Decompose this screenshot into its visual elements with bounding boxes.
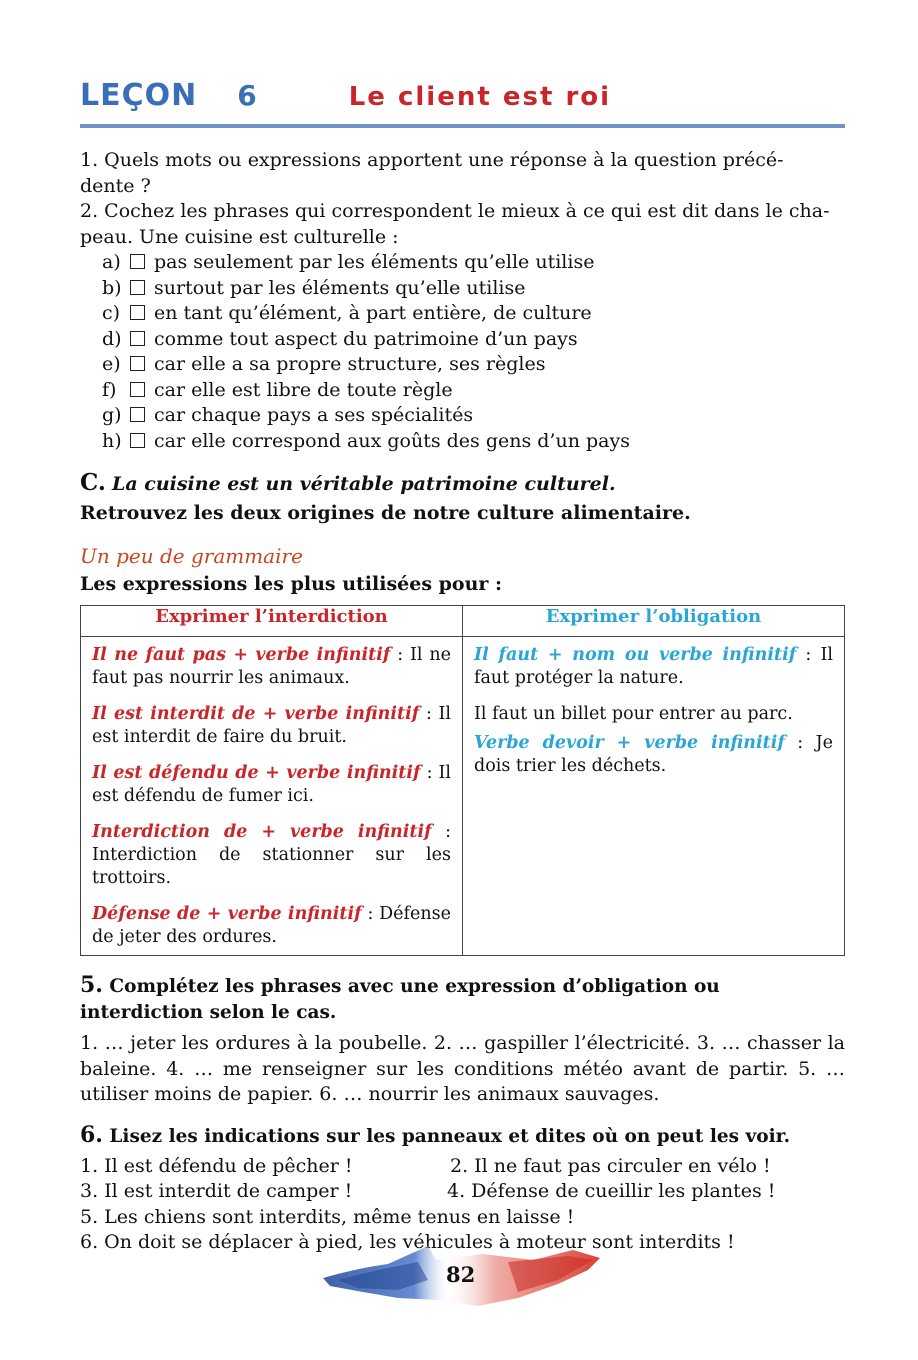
answer-letter: f) bbox=[102, 378, 117, 401]
answer-option-f bbox=[80, 378, 845, 404]
lesson-number: 6 bbox=[237, 79, 257, 112]
section-c-title: La cuisine est un véritable patrimoine culturel. bbox=[111, 473, 616, 495]
page-content bbox=[80, 78, 845, 1256]
exercise-5-title bbox=[80, 972, 845, 1026]
answer-option-c bbox=[80, 301, 845, 327]
header-rule bbox=[80, 124, 845, 128]
interdiction-cell bbox=[81, 637, 463, 956]
lesson-title: Le client est roi bbox=[348, 82, 612, 112]
answer-option-d bbox=[80, 327, 845, 353]
answer-text: surtout par les éléments qu’elle utilise bbox=[154, 276, 526, 299]
question-1-line-2: dente ? bbox=[80, 174, 151, 197]
sign-item: 4. Défense de cueillir les plantes ! bbox=[447, 1180, 776, 1202]
exercise-5-instruction: Complétez les phrases avec une expression d’obligation ou interdiction selon le cas. bbox=[80, 976, 720, 1023]
exercise-6-instruction: Lisez les indications sur les panneaux et dites où on peut les voir. bbox=[109, 1125, 791, 1147]
answer-letter: a) bbox=[102, 251, 121, 273]
checkbox[interactable] bbox=[130, 407, 145, 422]
question-1 bbox=[80, 148, 845, 199]
section-c-heading bbox=[80, 468, 845, 499]
grammar-heading: Un peu de grammaire bbox=[80, 544, 303, 568]
checkbox[interactable] bbox=[130, 254, 145, 269]
obligation-rule: Verbe devoir + verbe infinitif : Je dois trier les déchets. bbox=[474, 733, 833, 776]
exercise-6-number: 6. bbox=[80, 1121, 103, 1148]
answer-letter: d) bbox=[102, 327, 122, 350]
exercise-6-title bbox=[80, 1122, 845, 1150]
checkbox[interactable] bbox=[130, 280, 145, 295]
answer-text: en tant qu’élément, à part entière, de culture bbox=[154, 302, 592, 324]
answer-letter: h) bbox=[102, 429, 122, 452]
obligation-rule: Il faut + nom ou verbe infinitif : Il faut protéger la nature. bbox=[474, 645, 834, 688]
interdiction-rule: Interdiction de + verbe infinitif : Interdiction de stationner sur les trottoirs. bbox=[92, 822, 451, 888]
sign-item: 6. On doit se déplacer à pied, les véhicules à moteur sont interdits ! bbox=[80, 1231, 735, 1253]
checkbox[interactable] bbox=[130, 356, 145, 371]
exercise-5-text: 1. … jeter les ordures à la poubelle. 2. … gaspiller l’électricité. 3. … chasser la baleine. 4. … me renseigner sur les conditions météo avant de partir. 5. … utiliser moins de papier. 6. … nourrir les animaux sauvages. bbox=[80, 1032, 845, 1105]
interdiction-rule: Défense de + verbe infinitif : Défense de jeter des ordures. bbox=[92, 904, 451, 947]
sign-item: 1. Il est défendu de pêcher ! bbox=[80, 1154, 353, 1177]
answer-option-b bbox=[80, 276, 845, 302]
obligation-header: Exprimer l’obligation bbox=[463, 606, 845, 637]
answer-text: comme tout aspect du patrimoine d’un pays bbox=[154, 327, 578, 350]
question-2-line-1: 2. Cochez les phrases qui correspondent le mieux à ce qui est dit dans le cha- bbox=[80, 200, 830, 222]
section-c-letter: C. bbox=[80, 469, 106, 496]
lesson-header bbox=[80, 78, 845, 122]
answer-text: car chaque pays a ses spécialités bbox=[154, 404, 474, 426]
answer-option-h bbox=[80, 429, 845, 455]
answer-text: car elle correspond aux goûts des gens d’un pays bbox=[154, 429, 630, 452]
question-1-line-1: 1. Quels mots ou expressions apportent une réponse à la question précé- bbox=[80, 149, 784, 171]
section-c-instruction: Retrouvez les deux origines de notre culture alimentaire. bbox=[80, 502, 691, 524]
obligation-cell bbox=[463, 637, 845, 956]
obligation-rule: Il faut un billet pour entrer au parc. bbox=[474, 704, 793, 724]
grammar-table bbox=[80, 605, 845, 956]
exercise-5-number: 5. bbox=[80, 972, 103, 998]
lesson-word: LEÇON bbox=[80, 78, 198, 113]
page-number: 82 bbox=[446, 1262, 476, 1287]
answer-letter: c) bbox=[102, 302, 121, 324]
answer-option-e bbox=[80, 352, 845, 378]
checkbox[interactable] bbox=[130, 305, 145, 320]
answer-text: pas seulement par les éléments qu’elle utilise bbox=[154, 251, 595, 273]
question-2 bbox=[80, 199, 845, 250]
question-2-line-2: peau. Une cuisine est culturelle : bbox=[80, 225, 399, 248]
checkbox[interactable] bbox=[130, 382, 145, 397]
page-footer bbox=[318, 1240, 608, 1315]
answer-text: car elle est libre de toute règle bbox=[154, 378, 453, 401]
answer-letter: b) bbox=[102, 276, 122, 299]
interdiction-rule: Il est interdit de + verbe infinitif : Il est interdit de faire du bruit. bbox=[92, 704, 451, 747]
checkbox[interactable] bbox=[130, 433, 145, 448]
sign-item: 2. Il ne faut pas circuler en vélo ! bbox=[450, 1154, 771, 1177]
answer-option-a bbox=[80, 250, 845, 276]
answer-text: car elle a sa propre structure, ses règles bbox=[154, 353, 546, 375]
answer-letter: e) bbox=[102, 353, 121, 375]
interdiction-rule: Il ne faut pas + verbe infinitif : Il ne faut pas nourrir les animaux. bbox=[92, 645, 451, 688]
answer-list bbox=[80, 250, 845, 454]
checkbox[interactable] bbox=[130, 331, 145, 346]
grammar-subheading: Les expressions les plus utilisées pour : bbox=[80, 573, 503, 595]
sign-item: 5. Les chiens sont interdits, même tenus en laisse ! bbox=[80, 1205, 575, 1228]
sign-item: 3. Il est interdit de camper ! bbox=[80, 1180, 353, 1202]
answer-option-g bbox=[80, 403, 845, 429]
interdiction-rule: Il est défendu de + verbe infinitif : Il est défendu de fumer ici. bbox=[92, 763, 451, 806]
answer-letter: g) bbox=[102, 404, 122, 426]
interdiction-header: Exprimer l’interdiction bbox=[81, 606, 463, 637]
